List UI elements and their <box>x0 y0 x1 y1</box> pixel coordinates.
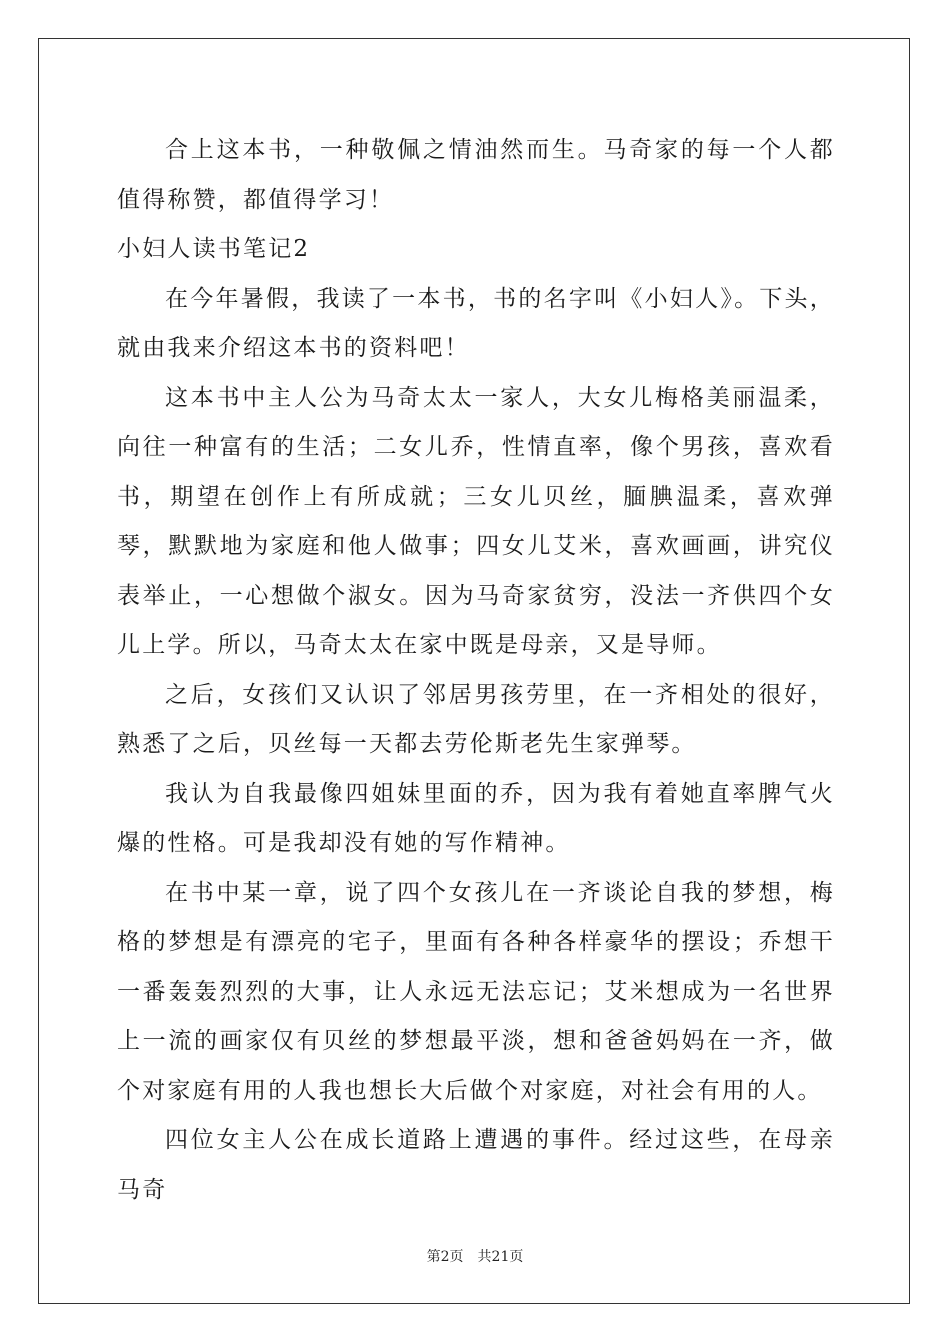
page-footer <box>0 1246 950 1266</box>
paragraph: 之后，女孩们又认识了邻居男孩劳里，在一齐相处的很好，熟悉了之后，贝丝每一天都去劳伦斯老先生家弹琴。 <box>117 681 835 757</box>
paragraph: 我认为自我最像四姐妹里面的乔，因为我有着她直率脾气火爆的性格。可是我却没有她的写作精神。 <box>117 780 835 856</box>
paragraph: 合上这本书，一种敬佩之情油然而生。马奇家的每一个人都值得称赞，都值得学习！ <box>117 137 835 213</box>
paragraph: 在今年暑假，我读了一本书，书的名字叫《小妇人》。下头，就由我来介绍这本书的资料吧！ <box>117 285 835 361</box>
paragraph: 在书中某一章，说了四个女孩儿在一齐谈论自我的梦想，梅格的梦想是有漂亮的宅子，里面有各种各样豪华的摆设；乔想干一番轰轰烈烈的大事，让人永远无法忘记；艾米想成为一名世界上一流的画家仅有贝丝的梦想最平淡，想和爸爸妈妈在一齐，做个对家庭有用的人我也想长大后做个对家庭，对社会有用的人。 <box>117 879 835 1104</box>
page-total: 共21页 <box>477 1249 524 1265</box>
paragraph: 这本书中主人公为马奇太太一家人，大女儿梅格美丽温柔，向往一种富有的生活；二女儿乔，性情直率，像个男孩，喜欢看书，期望在创作上有所成就；三女儿贝丝，腼腆温柔，喜欢弹琴，默默地为家庭和他人做事；四女儿艾米，喜欢画画，讲究仪表举止，一心想做个淑女。因为马奇家贫穷，没法一齐供四个女儿上学。所以，马奇太太在家中既是母亲，又是导师。 <box>117 384 835 658</box>
section-heading: 小妇人读书笔记2 <box>117 236 311 262</box>
paragraph: 四位女主人公在成长道路上遭遇的事件。经过这些，在母亲马奇 <box>117 1127 835 1203</box>
document-body <box>117 126 835 1215</box>
page-number: 第2页 <box>426 1249 464 1265</box>
